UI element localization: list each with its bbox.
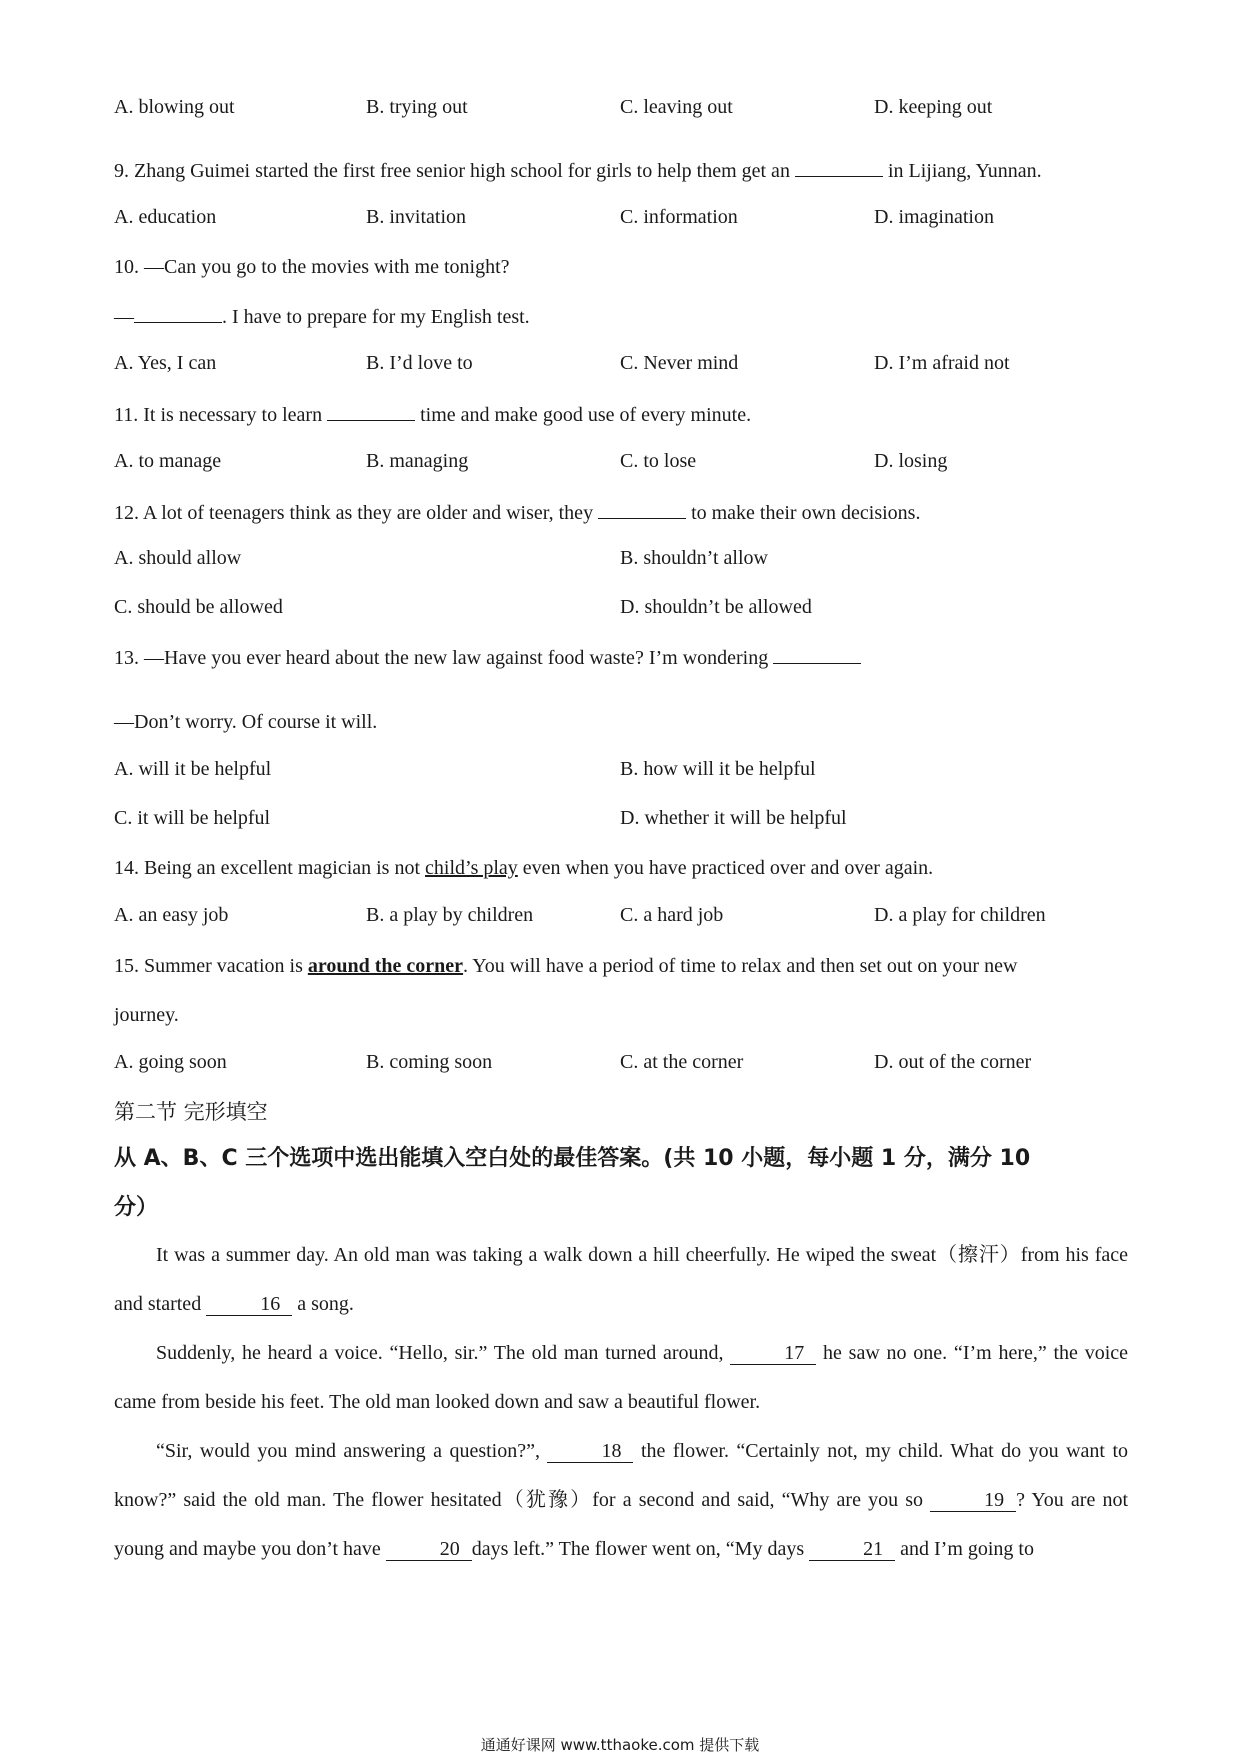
q11-option-c: C. to lose: [620, 450, 697, 472]
q9-option-a: A. education: [114, 206, 217, 228]
q8-option-b: B. trying out: [366, 96, 468, 118]
q12-option-c: C. should be allowed: [114, 596, 283, 618]
q13-reply: —Don’t worry. Of course it will.: [114, 711, 378, 733]
q10-line1: 10. —Can you go to the movies with me tonight?: [114, 256, 510, 278]
q14-option-a: A. an easy job: [114, 904, 229, 926]
q15-option-b: B. coming soon: [366, 1051, 493, 1073]
q15-stem-line2: journey.: [114, 1004, 179, 1026]
q10-line2: — . I have to prepare for my English test.: [114, 302, 530, 330]
q9-option-d: D. imagination: [874, 206, 994, 228]
section-instruction-line1: 从 A、B、C 三个选项中选出能填入空白处的最佳答案。(共 10 小题，每小题 1 分，满分 10: [114, 1146, 1031, 1171]
q10-option-a: A. Yes, I can: [114, 352, 217, 374]
q9-option-c: C. information: [620, 206, 738, 228]
passage-paragraph-2: Suddenly, he heard a voice. “Hello, sir.” The old man turned around, 17 he saw no one. “I’m here,” the voice came from beside his feet. The old man looked down and saw a beautiful flower.: [114, 1342, 1128, 1413]
q12-stem: 12. A lot of teenagers think as they are older and wiser, they to make their own decisions.: [114, 498, 920, 526]
q15-option-c: C. at the corner: [620, 1051, 744, 1073]
blank-17: 17: [730, 1342, 816, 1365]
q13-option-c: C. it will be helpful: [114, 807, 271, 829]
q10-option-d: D. I’m afraid not: [874, 352, 1010, 374]
q10-option-b: B. I’d love to: [366, 352, 473, 374]
q8-option-c: C. leaving out: [620, 96, 733, 118]
q13-blank: [773, 643, 861, 664]
q13-option-d: D. whether it will be helpful: [620, 807, 847, 829]
q14-option-c: C. a hard job: [620, 904, 724, 926]
q11-option-b: B. managing: [366, 450, 469, 472]
blank-18: 18: [547, 1440, 633, 1463]
passage-paragraph-1: It was a summer day. An old man was taking a walk down a hill cheerfully. He wiped the sweat（擦汗）from his face and started 16 a song.: [114, 1244, 1128, 1315]
q14-option-d: D. a play for children: [874, 904, 1046, 926]
q9-stem: 9. Zhang Guimei started the first free senior high school for girls to help them get an in Lijiang, Yunnan.: [114, 156, 1042, 184]
q12-option-a: A. should allow: [114, 547, 242, 569]
q15-underlined-phrase: around the corner: [307, 955, 464, 977]
section-instruction-line2: 分）: [114, 1195, 159, 1220]
q9-blank: [795, 156, 883, 177]
q12-option-d: D. shouldn’t be allowed: [620, 596, 812, 618]
q8-option-d: D. keeping out: [874, 96, 993, 118]
q11-option-d: D. losing: [874, 450, 948, 472]
q12-option-b: B. shouldn’t allow: [620, 547, 768, 569]
q9-option-b: B. invitation: [366, 206, 466, 228]
q8-option-a: A. blowing out: [114, 96, 235, 118]
q13-option-b: B. how will it be helpful: [620, 758, 816, 780]
q15-option-d: D. out of the corner: [874, 1051, 1032, 1073]
blank-20: 20: [386, 1538, 472, 1561]
q12-blank: [598, 498, 686, 519]
q14-option-b: B. a play by children: [366, 904, 534, 926]
footer-watermark: 通通好课网 www.tthaoke.com 提供下载: [480, 1736, 760, 1754]
q13-option-a: A. will it be helpful: [114, 758, 272, 780]
q15-stem: 15. Summer vacation is around the corner. You will have a period of time to relax and then set out on your new: [114, 955, 1018, 977]
q14-stem: 14. Being an excellent magician is not child’s play even when you have practiced over and over again.: [114, 857, 934, 879]
q11-blank: [327, 400, 415, 421]
q13-stem: 13. —Have you ever heard about the new law against food waste? I’m wondering: [114, 643, 861, 671]
blank-21: 21: [809, 1538, 895, 1561]
q10-option-c: C. Never mind: [620, 352, 739, 374]
q10-blank: [134, 302, 222, 323]
q14-underlined-phrase: child’s play: [425, 857, 518, 879]
passage-paragraph-3: “Sir, would you mind answering a question?”, 18 the flower. “Certainly not, my child. What do you want to know?” said the old man. The flower hesitated（犹豫）for a second and said, “Why are you so 19 ? You are not young and maybe you don’t have 20 days left.” The flower went on, “My days 21 and I’m going to: [114, 1440, 1129, 1560]
blank-16: 16: [206, 1293, 292, 1316]
q11-option-a: A. to manage: [114, 450, 222, 472]
section-title: 第二节 完形填空: [114, 1100, 268, 1124]
q15-option-a: A. going soon: [114, 1051, 227, 1073]
blank-19: 19: [930, 1489, 1016, 1512]
q11-stem: 11. It is necessary to learn time and make good use of every minute.: [114, 400, 751, 428]
